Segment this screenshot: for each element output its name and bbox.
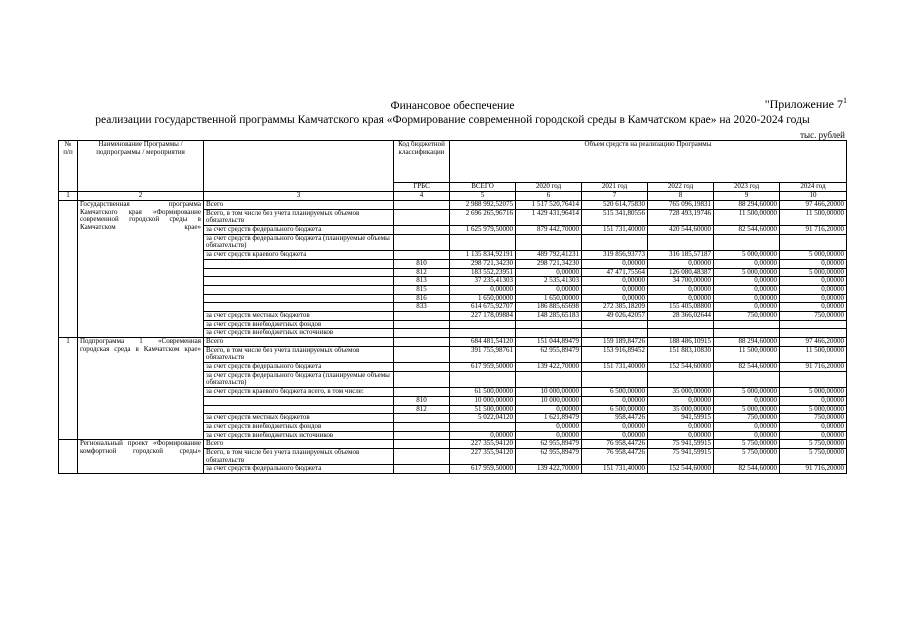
header-num: № п/п	[59, 141, 78, 192]
amount-cell: 319 856,93773	[582, 251, 648, 260]
amount-cell: 5 000,00000	[714, 388, 780, 397]
grbs-code	[394, 329, 450, 338]
amount-cell	[450, 320, 516, 329]
amount-cell: 5 000,00000	[780, 388, 847, 397]
amount-cell	[648, 320, 714, 329]
funding-source: Всего, в том числе без учета планируемых объемов обязательств	[204, 448, 394, 464]
grbs-code: 833	[394, 303, 450, 312]
amount-cell: 34 700,00000	[648, 277, 714, 286]
amount-cell: 148 285,65183	[516, 311, 582, 320]
grbs-code: 812	[394, 268, 450, 277]
amount-cell: 51 500,00000	[450, 405, 516, 414]
row-number	[59, 440, 78, 474]
funding-source	[204, 405, 394, 414]
amount-cell: 35 000,00000	[648, 388, 714, 397]
table-row	[59, 338, 847, 347]
grbs-code	[394, 422, 450, 431]
amount-cell: 750,00000	[714, 311, 780, 320]
amount-cell: 61 500,00000	[450, 388, 516, 397]
amount-cell: 151 883,10830	[648, 346, 714, 362]
table-row	[59, 440, 847, 449]
amount-cell: 151 731,40000	[582, 226, 648, 235]
amount-cell: 47 471,75564	[582, 268, 648, 277]
grbs-code	[394, 465, 450, 474]
amount-cell: 0,00000	[780, 431, 847, 440]
amount-cell: 5 000,00000	[780, 251, 847, 260]
amount-cell: 151 731,40000	[582, 363, 648, 372]
grbs-code: 816	[394, 294, 450, 303]
amount-cell: 0,00000	[780, 277, 847, 286]
amount-cell: 0,00000	[714, 431, 780, 440]
amount-cell: 97 466,20000	[780, 201, 847, 210]
amount-cell: 5 750,00000	[780, 448, 847, 464]
amount-cell: 2 988 992,52075	[450, 201, 516, 210]
amount-cell: 0,00000	[780, 294, 847, 303]
amount-cell: 0,00000	[714, 396, 780, 405]
program-name: Региональный проект «Формирование комфортной городской среды»	[78, 440, 204, 474]
amount-cell: 188 486,10915	[648, 338, 714, 347]
funding-source: Всего, в том числе без учета планируемых объемов обязательств	[204, 209, 394, 225]
amount-cell: 0,00000	[648, 259, 714, 268]
amount-cell: 684 481,54120	[450, 338, 516, 347]
amount-cell: 0,00000	[780, 285, 847, 294]
grbs-code	[394, 448, 450, 464]
amount-cell: 0,00000	[516, 405, 582, 414]
appendix-label: "Приложение $7^1$	[764, 96, 847, 111]
amount-cell: 0,00000	[516, 422, 582, 431]
amount-cell: 35 000,00000	[648, 405, 714, 414]
col-number: 10	[780, 192, 847, 201]
amount-cell: 10 000,00000	[450, 396, 516, 405]
amount-cell: 298 721,34230	[450, 259, 516, 268]
grbs-code: 812	[394, 405, 450, 414]
amount-cell: 614 675,92707	[450, 303, 516, 312]
amount-cell: 520 614,75830	[582, 201, 648, 210]
amount-cell: 11 500,00000	[780, 209, 847, 225]
document-subtitle: реализации государственной программы Камчатского края «Формирование современной городской среды в Камчатском крае» на 2020-2024 годы	[95, 114, 810, 126]
amount-cell	[780, 234, 847, 250]
amount-cell: 186 885,65698	[516, 303, 582, 312]
funding-source	[204, 303, 394, 312]
amount-cell: 316 185,57187	[648, 251, 714, 260]
amount-cell: 62 955,89479	[516, 346, 582, 362]
amount-cell: 2 696 265,96716	[450, 209, 516, 225]
amount-cell: 82 544,60000	[714, 363, 780, 372]
col-number: 5	[450, 192, 516, 201]
program-name: Подпрограмма 1 «Современная городская среда в Камчатском крае»	[78, 338, 204, 440]
grbs-code	[394, 209, 450, 225]
funding-source: за счет средств краевого бюджета всего, в том числе:	[204, 388, 394, 397]
amount-cell	[516, 320, 582, 329]
amount-cell: 1 621,89479	[516, 414, 582, 423]
amount-cell: 49 026,42057	[582, 311, 648, 320]
financing-table	[58, 140, 847, 474]
amount-cell: 139 422,70000	[516, 363, 582, 372]
amount-cell	[648, 371, 714, 387]
amount-cell	[450, 329, 516, 338]
amount-cell: 0,00000	[582, 285, 648, 294]
program-name: Государственная программа Камчатского края «Формирование современной городской среды в Камчатском крае»	[78, 201, 204, 338]
funding-source: Всего	[204, 440, 394, 449]
amount-cell: 28 366,02644	[648, 311, 714, 320]
amount-cell: 183 552,23951	[450, 268, 516, 277]
amount-cell: 0,00000	[516, 285, 582, 294]
amount-cell: 617 959,50000	[450, 465, 516, 474]
amount-cell: 0,00000	[450, 285, 516, 294]
amount-cell: 6 500,00000	[582, 388, 648, 397]
funding-source: за счет средств внебюджетных источников	[204, 431, 394, 440]
amount-cell: 227 355,94120	[450, 448, 516, 464]
funding-source: Всего	[204, 201, 394, 210]
amount-cell: 88 294,60000	[714, 201, 780, 210]
amount-cell: 151 044,89479	[516, 338, 582, 347]
amount-cell: 0,00000	[714, 294, 780, 303]
amount-cell: 11 500,00000	[714, 209, 780, 225]
header-code: Код бюджетной классификации	[394, 141, 450, 183]
amount-cell	[516, 371, 582, 387]
grbs-code	[394, 201, 450, 210]
grbs-code: 813	[394, 277, 450, 286]
grbs-code	[394, 251, 450, 260]
amount-cell: 0,00000	[714, 422, 780, 431]
header-2024: 2024 год	[780, 183, 847, 192]
amount-cell: 0,00000	[780, 396, 847, 405]
grbs-code	[394, 363, 450, 372]
col-number: 7	[582, 192, 648, 201]
amount-cell: 75 941,59915	[648, 440, 714, 449]
grbs-code	[394, 414, 450, 423]
amount-cell: 62 955,89479	[516, 448, 582, 464]
amount-cell: 0,00000	[516, 431, 582, 440]
amount-cell	[648, 234, 714, 250]
grbs-code	[394, 346, 450, 362]
funding-source: за счет средств краевого бюджета	[204, 251, 394, 260]
amount-cell: 0,00000	[714, 285, 780, 294]
header-volume: Объем средств на реализацию Программы	[450, 141, 847, 183]
funding-source	[204, 268, 394, 277]
amount-cell: 1 650,00000	[516, 294, 582, 303]
amount-cell: 5 000,00000	[714, 268, 780, 277]
header-2021: 2021 год	[582, 183, 648, 192]
header-grbs: ГРБС	[394, 183, 450, 192]
amount-cell: 0,00000	[648, 285, 714, 294]
funding-source	[204, 285, 394, 294]
amount-cell: 765 096,19831	[648, 201, 714, 210]
funding-source	[204, 294, 394, 303]
amount-cell: 0,00000	[582, 396, 648, 405]
amount-cell: 0,00000	[648, 396, 714, 405]
header-2023: 2023 год	[714, 183, 780, 192]
funding-source: за счет средств федерального бюджета (планируемые объемы обязательств)	[204, 234, 394, 250]
funding-source: Всего, в том числе без учета планируемых объемов обязательств	[204, 346, 394, 362]
amount-cell: 1 625 979,50000	[450, 226, 516, 235]
amount-cell: 82 544,60000	[714, 226, 780, 235]
amount-cell: 750,00000	[780, 311, 847, 320]
amount-cell: 0,00000	[582, 259, 648, 268]
amount-cell: 5 000,00000	[780, 405, 847, 414]
amount-cell: 159 189,84726	[582, 338, 648, 347]
amount-cell	[450, 371, 516, 387]
amount-cell: 879 442,70000	[516, 226, 582, 235]
amount-cell	[450, 422, 516, 431]
funding-source: за счет средств федерального бюджета	[204, 465, 394, 474]
funding-source: за счет средств федерального бюджета (планируемые объемы обязательств)	[204, 371, 394, 387]
amount-cell: 0,00000	[582, 422, 648, 431]
document-title: Финансовое обеспечение	[390, 100, 515, 112]
amount-cell: 0,00000	[648, 294, 714, 303]
amount-cell: 0,00000	[780, 422, 847, 431]
amount-cell	[582, 329, 648, 338]
amount-cell: 272 385,18209	[582, 303, 648, 312]
grbs-code: 810	[394, 259, 450, 268]
amount-cell: 155 405,08800	[648, 303, 714, 312]
amount-cell	[582, 371, 648, 387]
amount-cell: 750,00000	[714, 414, 780, 423]
amount-cell: 152 544,60000	[648, 465, 714, 474]
amount-cell: 0,00000	[648, 431, 714, 440]
amount-cell: 10 000,00000	[516, 388, 582, 397]
header-2022: 2022 год	[648, 183, 714, 192]
grbs-code	[394, 311, 450, 320]
amount-cell: 37 235,41303	[450, 277, 516, 286]
amount-cell	[714, 371, 780, 387]
amount-cell: 515 341,80556	[582, 209, 648, 225]
amount-cell: 420 544,60000	[648, 226, 714, 235]
amount-cell	[780, 329, 847, 338]
amount-cell: 750,00000	[780, 414, 847, 423]
amount-cell: 0,00000	[648, 422, 714, 431]
amount-cell: 82 544,60000	[714, 465, 780, 474]
amount-cell: 5 750,00000	[714, 448, 780, 464]
amount-cell	[516, 329, 582, 338]
amount-cell: 5 022,04120	[450, 414, 516, 423]
amount-cell: 152 544,60000	[648, 363, 714, 372]
amount-cell: 5 750,00000	[780, 440, 847, 449]
amount-cell: 0,00000	[714, 303, 780, 312]
grbs-code: 810	[394, 396, 450, 405]
amount-cell: 0,00000	[714, 259, 780, 268]
amount-cell: 2 535,41303	[516, 277, 582, 286]
amount-cell: 0,00000	[780, 259, 847, 268]
col-number: 1	[59, 192, 78, 201]
funding-source: за счет средств федерального бюджета	[204, 226, 394, 235]
col-number: 2	[78, 192, 204, 201]
amount-cell: 91 716,20000	[780, 363, 847, 372]
amount-cell: 941,59915	[648, 414, 714, 423]
funding-source: за счет средств внебюджетных источников	[204, 329, 394, 338]
row-number: 1	[59, 338, 78, 440]
amount-cell: 151 731,40000	[582, 465, 648, 474]
amount-cell: 153 916,89452	[582, 346, 648, 362]
amount-cell: 5 000,00000	[780, 268, 847, 277]
header-source	[204, 141, 394, 192]
amount-cell: 76 958,44726	[582, 448, 648, 464]
amount-cell: 617 959,50000	[450, 363, 516, 372]
amount-cell: 11 500,00000	[714, 346, 780, 362]
amount-cell	[714, 234, 780, 250]
grbs-code	[394, 338, 450, 347]
funding-source	[204, 259, 394, 268]
amount-cell: 88 294,60000	[714, 338, 780, 347]
funding-source	[204, 277, 394, 286]
grbs-code	[394, 431, 450, 440]
funding-source: за счет средств местных бюджетов	[204, 414, 394, 423]
table-row	[59, 201, 847, 210]
amount-cell: 0,00000	[450, 431, 516, 440]
amount-cell: 91 716,20000	[780, 465, 847, 474]
amount-cell: 10 000,00000	[516, 396, 582, 405]
grbs-code	[394, 320, 450, 329]
amount-cell: 126 080,48387	[648, 268, 714, 277]
grbs-code	[394, 226, 450, 235]
funding-source: за счет средств внебюджетных фондов	[204, 320, 394, 329]
units-label: тыс. рублей	[800, 130, 845, 140]
amount-cell: 227 355,94120	[450, 440, 516, 449]
grbs-code: 815	[394, 285, 450, 294]
amount-cell	[582, 320, 648, 329]
amount-cell: 0,00000	[714, 277, 780, 286]
amount-cell: 75 941,59915	[648, 448, 714, 464]
amount-cell: 1 517 520,76414	[516, 201, 582, 210]
amount-cell: 391 755,98761	[450, 346, 516, 362]
amount-cell	[516, 234, 582, 250]
amount-cell: 298 721,34230	[516, 259, 582, 268]
amount-cell	[714, 329, 780, 338]
amount-cell: 1 429 431,96414	[516, 209, 582, 225]
funding-source: Всего	[204, 338, 394, 347]
amount-cell	[780, 371, 847, 387]
amount-cell: 91 716,20000	[780, 226, 847, 235]
amount-cell: 1 650,00000	[450, 294, 516, 303]
amount-cell: 62 955,89479	[516, 440, 582, 449]
amount-cell: 5 000,00000	[714, 251, 780, 260]
amount-cell: 728 493,19746	[648, 209, 714, 225]
amount-cell: 0,00000	[780, 303, 847, 312]
amount-cell: 5 750,00000	[714, 440, 780, 449]
grbs-code	[394, 440, 450, 449]
row-number	[59, 201, 78, 338]
amount-cell: 0,00000	[516, 268, 582, 277]
funding-source	[204, 396, 394, 405]
amount-cell: 5 000,00000	[714, 405, 780, 414]
grbs-code	[394, 234, 450, 250]
amount-cell: 0,00000	[582, 294, 648, 303]
amount-cell: 0,00000	[582, 431, 648, 440]
col-number: 3	[204, 192, 394, 201]
amount-cell: 97 466,20000	[780, 338, 847, 347]
amount-cell: 76 958,44726	[582, 440, 648, 449]
amount-cell: 11 500,00000	[780, 346, 847, 362]
amount-cell: 139 422,70000	[516, 465, 582, 474]
amount-cell: 1 135 834,92191	[450, 251, 516, 260]
col-number: 4	[394, 192, 450, 201]
col-number: 9	[714, 192, 780, 201]
amount-cell: 227 178,09884	[450, 311, 516, 320]
grbs-code	[394, 388, 450, 397]
header-name: Наименование Программы / подпрограммы / мероприятия	[78, 141, 204, 192]
amount-cell	[450, 234, 516, 250]
funding-source: за счет средств внебюджетных фондов	[204, 422, 394, 431]
funding-source: за счет средств местных бюджетов	[204, 311, 394, 320]
amount-cell: 958,44726	[582, 414, 648, 423]
col-number: 6	[516, 192, 582, 201]
amount-cell	[582, 234, 648, 250]
amount-cell: 0,00000	[582, 277, 648, 286]
funding-source: за счет средств федерального бюджета	[204, 363, 394, 372]
column-number-row	[59, 192, 847, 201]
header-total: ВСЕГО	[450, 183, 516, 192]
amount-cell: 489 792,41231	[516, 251, 582, 260]
amount-cell: 6 500,00000	[582, 405, 648, 414]
amount-cell	[780, 320, 847, 329]
amount-cell	[648, 329, 714, 338]
col-number: 8	[648, 192, 714, 201]
grbs-code	[394, 371, 450, 387]
header-2020: 2020 год	[516, 183, 582, 192]
amount-cell	[714, 320, 780, 329]
